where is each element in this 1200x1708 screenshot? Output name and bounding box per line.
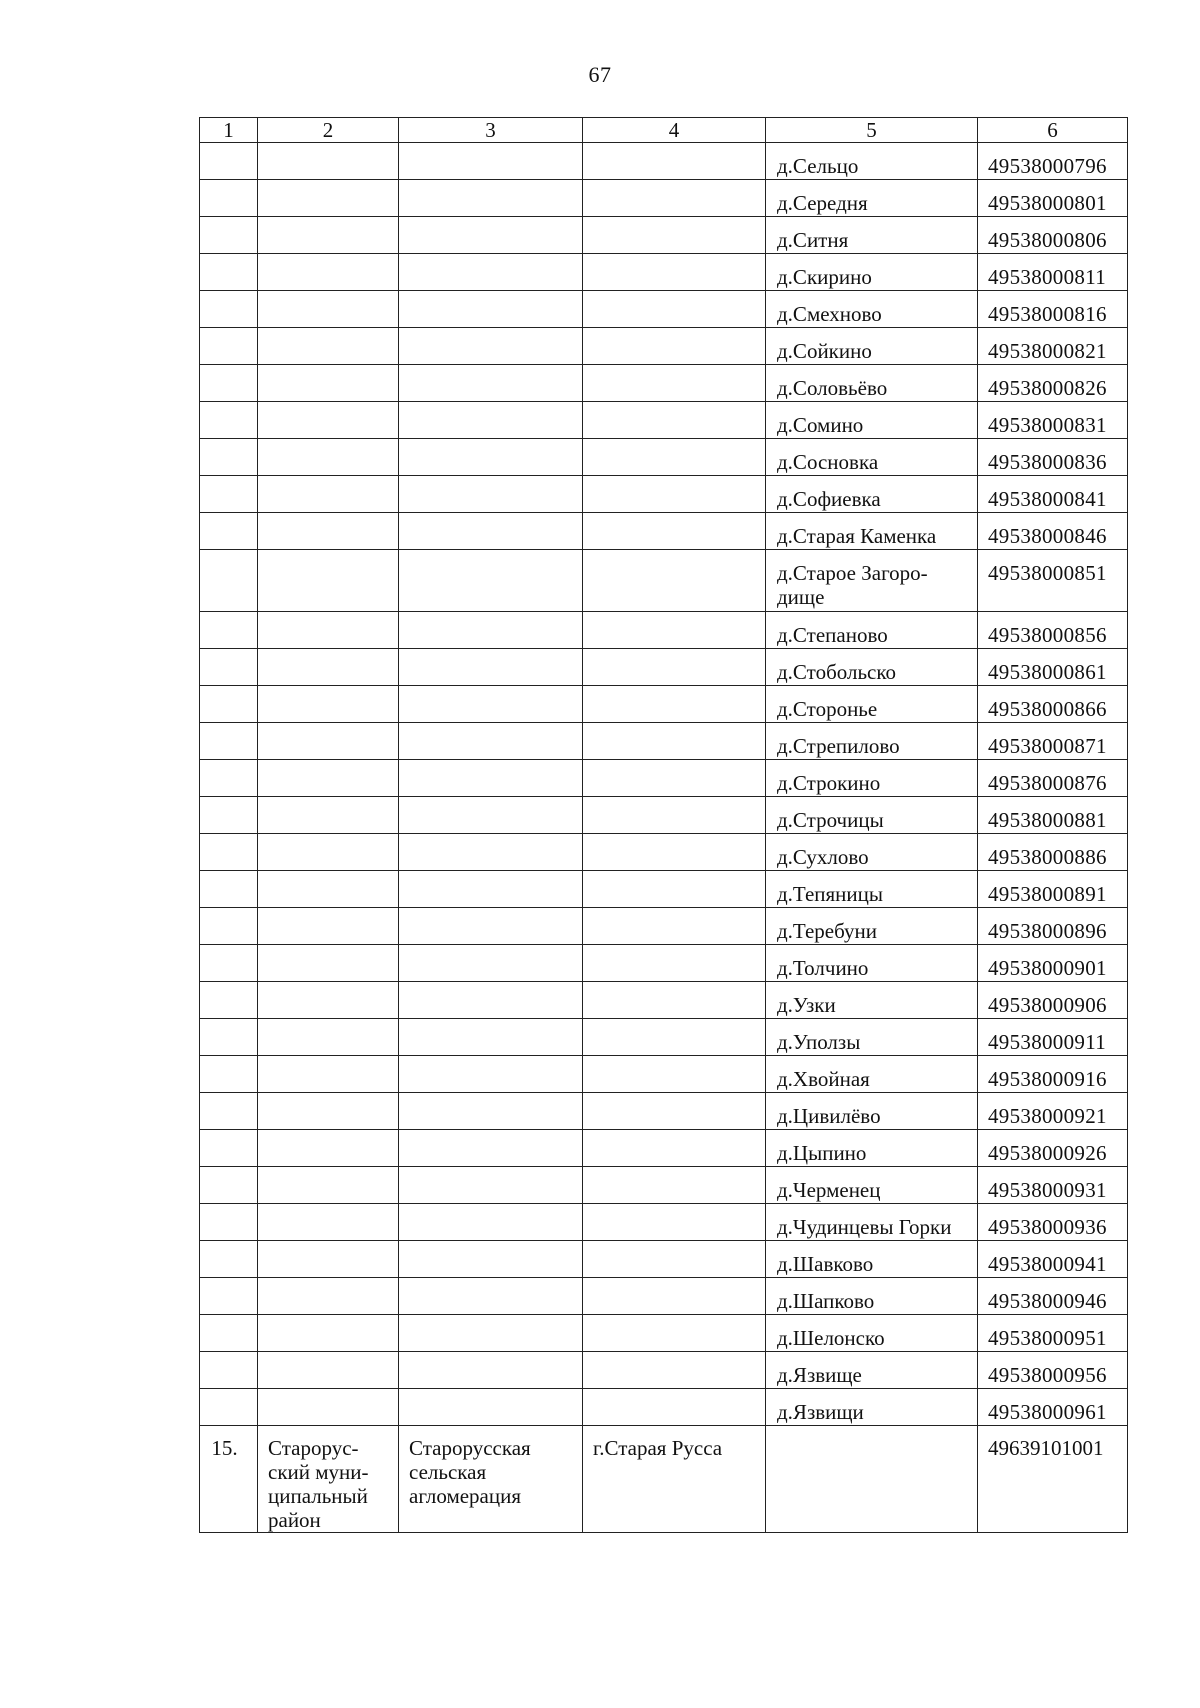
empty-cell (258, 982, 399, 1019)
settlement-name-cell: д.Хвойная (766, 1056, 978, 1093)
settlements-table (199, 117, 1128, 1533)
oktmo-code-cell: 49538000836 (978, 439, 1128, 476)
empty-cell (399, 871, 583, 908)
oktmo-code-cell: 49538000816 (978, 291, 1128, 328)
settlement-name-cell: д.Софиевка (766, 476, 978, 513)
empty-cell (399, 513, 583, 550)
header-cell: 6 (978, 118, 1128, 143)
empty-cell (200, 1352, 258, 1389)
empty-cell (399, 945, 583, 982)
table-row (200, 1241, 1128, 1278)
empty-cell (200, 1278, 258, 1315)
oktmo-code-cell: 49538000936 (978, 1204, 1128, 1241)
empty-cell (583, 439, 766, 476)
empty-cell (200, 1019, 258, 1056)
table-row (200, 797, 1128, 834)
empty-cell (583, 1204, 766, 1241)
empty-cell (583, 1093, 766, 1130)
table-row (200, 254, 1128, 291)
oktmo-code-cell: 49538000811 (978, 254, 1128, 291)
empty-cell (258, 143, 399, 180)
table-row (200, 1130, 1128, 1167)
empty-cell (399, 180, 583, 217)
empty-cell (258, 1315, 399, 1352)
settlement-name-cell: д.Сомино (766, 402, 978, 439)
table-row (200, 291, 1128, 328)
empty-cell (583, 1241, 766, 1278)
empty-cell (583, 1352, 766, 1389)
settlement-name-cell: д.Стобольско (766, 649, 978, 686)
settlement-name-cell: д.Тепяницы (766, 871, 978, 908)
oktmo-code-cell: 49538000961 (978, 1389, 1128, 1426)
empty-cell (200, 1130, 258, 1167)
oktmo-code-cell: 49538000941 (978, 1241, 1128, 1278)
empty-cell (583, 254, 766, 291)
empty-cell (399, 1315, 583, 1352)
empty-cell (258, 402, 399, 439)
empty-cell (258, 550, 399, 612)
settlement-name-cell: д.Середня (766, 180, 978, 217)
settlement-name-cell: д.Смехново (766, 291, 978, 328)
empty-cell (200, 1389, 258, 1426)
empty-cell (200, 797, 258, 834)
empty-cell (258, 945, 399, 982)
settlement-cell (766, 1426, 978, 1533)
empty-cell (399, 550, 583, 612)
table-row (200, 143, 1128, 180)
empty-cell (258, 723, 399, 760)
empty-cell (200, 217, 258, 254)
table-row (200, 1278, 1128, 1315)
empty-cell (258, 180, 399, 217)
empty-cell (583, 328, 766, 365)
empty-cell (200, 982, 258, 1019)
empty-cell (258, 476, 399, 513)
empty-cell (583, 476, 766, 513)
settlement-name-cell: д.Сухлово (766, 834, 978, 871)
table-row (200, 402, 1128, 439)
empty-cell (399, 143, 583, 180)
empty-cell (200, 908, 258, 945)
empty-cell (258, 217, 399, 254)
empty-cell (583, 1130, 766, 1167)
empty-cell (583, 760, 766, 797)
oktmo-code-cell: 49538000931 (978, 1167, 1128, 1204)
empty-cell (200, 1241, 258, 1278)
empty-cell (399, 1167, 583, 1204)
empty-cell (258, 1352, 399, 1389)
empty-cell (200, 723, 258, 760)
empty-cell (583, 217, 766, 254)
empty-cell (583, 797, 766, 834)
table-row (200, 908, 1128, 945)
settlement-name-cell: д.Сторонье (766, 686, 978, 723)
empty-cell (258, 439, 399, 476)
empty-cell (399, 686, 583, 723)
empty-cell (200, 834, 258, 871)
empty-cell (200, 1093, 258, 1130)
table-row (200, 982, 1128, 1019)
oktmo-code-cell: 49538000951 (978, 1315, 1128, 1352)
table-row (200, 760, 1128, 797)
empty-cell (399, 1389, 583, 1426)
oktmo-code-cell: 49538000861 (978, 649, 1128, 686)
oktmo-code-cell: 49639101001 (978, 1426, 1128, 1533)
header-cell: 2 (258, 118, 399, 143)
oktmo-code-cell: 49538000896 (978, 908, 1128, 945)
oktmo-code-cell: 49538000846 (978, 513, 1128, 550)
table-row (200, 1352, 1128, 1389)
oktmo-code-cell: 49538000856 (978, 612, 1128, 649)
empty-cell (200, 649, 258, 686)
empty-cell (583, 982, 766, 1019)
settlement-name-cell: д.Соловьёво (766, 365, 978, 402)
empty-cell (399, 1241, 583, 1278)
settlement-name-cell: д.Узки (766, 982, 978, 1019)
oktmo-code-cell: 49538000821 (978, 328, 1128, 365)
oktmo-code-cell: 49538000946 (978, 1278, 1128, 1315)
table-row (200, 1204, 1128, 1241)
empty-cell (583, 723, 766, 760)
header-cell: 4 (583, 118, 766, 143)
empty-cell (583, 1019, 766, 1056)
empty-cell (258, 871, 399, 908)
empty-cell (399, 1204, 583, 1241)
empty-cell (583, 612, 766, 649)
empty-cell (399, 649, 583, 686)
oktmo-code-cell: 49538000806 (978, 217, 1128, 254)
empty-cell (399, 1130, 583, 1167)
empty-cell (200, 686, 258, 723)
empty-cell (399, 1278, 583, 1315)
settlement-name-cell: д.Степаново (766, 612, 978, 649)
empty-cell (583, 945, 766, 982)
table-row (200, 649, 1128, 686)
header-cell: 1 (200, 118, 258, 143)
empty-cell (399, 982, 583, 1019)
settlement-name-cell: д.Старая Каменка (766, 513, 978, 550)
empty-cell (258, 612, 399, 649)
empty-cell (258, 1241, 399, 1278)
table-row-district (200, 1426, 1128, 1533)
empty-cell (258, 1130, 399, 1167)
settlement-name-cell: д.Шавково (766, 1241, 978, 1278)
empty-cell (200, 612, 258, 649)
empty-cell (399, 760, 583, 797)
table-row (200, 1093, 1128, 1130)
empty-cell (258, 1093, 399, 1130)
empty-cell (258, 1389, 399, 1426)
agglomeration-cell: Старорусская сельская агломерация (399, 1426, 583, 1533)
empty-cell (200, 1315, 258, 1352)
oktmo-code-cell: 49538000906 (978, 982, 1128, 1019)
empty-cell (399, 217, 583, 254)
empty-cell (583, 686, 766, 723)
settlement-name-cell: д.Цивилёво (766, 1093, 978, 1130)
empty-cell (399, 291, 583, 328)
empty-cell (200, 143, 258, 180)
empty-cell (399, 1019, 583, 1056)
empty-cell (258, 686, 399, 723)
empty-cell (200, 871, 258, 908)
empty-cell (583, 365, 766, 402)
empty-cell (258, 908, 399, 945)
empty-cell (583, 871, 766, 908)
empty-cell (258, 328, 399, 365)
empty-cell (200, 291, 258, 328)
oktmo-code-cell: 49538000871 (978, 723, 1128, 760)
empty-cell (258, 760, 399, 797)
empty-cell (399, 797, 583, 834)
oktmo-code-cell: 49538000916 (978, 1056, 1128, 1093)
table-row (200, 612, 1128, 649)
empty-cell (200, 365, 258, 402)
empty-cell (399, 1056, 583, 1093)
table-row (200, 439, 1128, 476)
oktmo-code-cell: 49538000901 (978, 945, 1128, 982)
oktmo-code-cell: 49538000956 (978, 1352, 1128, 1389)
settlement-name-cell: д.Шапково (766, 1278, 978, 1315)
table-row (200, 945, 1128, 982)
empty-cell (258, 1204, 399, 1241)
oktmo-code-cell: 49538000841 (978, 476, 1128, 513)
empty-cell (583, 1278, 766, 1315)
table-row (200, 217, 1128, 254)
empty-cell (200, 476, 258, 513)
empty-cell (583, 143, 766, 180)
table-row (200, 1315, 1128, 1352)
table-row (200, 871, 1128, 908)
empty-cell (583, 649, 766, 686)
empty-cell (200, 550, 258, 612)
empty-cell (399, 723, 583, 760)
empty-cell (583, 1056, 766, 1093)
empty-cell (200, 328, 258, 365)
table-row (200, 1389, 1128, 1426)
settlement-name-cell: д.Сельцо (766, 143, 978, 180)
empty-cell (583, 402, 766, 439)
empty-cell (583, 834, 766, 871)
oktmo-code-cell: 49538000891 (978, 871, 1128, 908)
empty-cell (200, 945, 258, 982)
oktmo-code-cell: 49538000866 (978, 686, 1128, 723)
empty-cell (399, 402, 583, 439)
oktmo-code-cell: 49538000826 (978, 365, 1128, 402)
empty-cell (200, 1167, 258, 1204)
table-row (200, 1056, 1128, 1093)
empty-cell (258, 1278, 399, 1315)
settlement-name-cell: д.Теребуни (766, 908, 978, 945)
settlement-name-cell: д.Чудинцевы Горки (766, 1204, 978, 1241)
empty-cell (399, 1352, 583, 1389)
empty-cell (200, 1056, 258, 1093)
oktmo-code-cell: 49538000831 (978, 402, 1128, 439)
header-cell: 3 (399, 118, 583, 143)
settlement-name-cell: д.Язвищи (766, 1389, 978, 1426)
empty-cell (583, 291, 766, 328)
empty-cell (258, 365, 399, 402)
oktmo-code-cell: 49538000921 (978, 1093, 1128, 1130)
settlement-name-cell: д.Толчино (766, 945, 978, 982)
oktmo-code-cell: 49538000926 (978, 1130, 1128, 1167)
table-row (200, 328, 1128, 365)
empty-cell (583, 550, 766, 612)
table-row (200, 365, 1128, 402)
empty-cell (399, 254, 583, 291)
empty-cell (200, 439, 258, 476)
table-row (200, 723, 1128, 760)
table-row (200, 1167, 1128, 1204)
table-header-row (200, 118, 1128, 143)
empty-cell (258, 1167, 399, 1204)
empty-cell (258, 797, 399, 834)
empty-cell (399, 908, 583, 945)
settlement-name-cell: д.Сосновка (766, 439, 978, 476)
empty-cell (258, 254, 399, 291)
empty-cell (399, 439, 583, 476)
settlement-name-cell: д.Строкино (766, 760, 978, 797)
oktmo-code-cell: 49538000876 (978, 760, 1128, 797)
oktmo-code-cell: 49538000911 (978, 1019, 1128, 1056)
settlement-name-cell: д.Шелонско (766, 1315, 978, 1352)
empty-cell (399, 328, 583, 365)
empty-cell (583, 1315, 766, 1352)
table-row (200, 1019, 1128, 1056)
empty-cell (583, 513, 766, 550)
settlement-name-cell: д.Сойкино (766, 328, 978, 365)
empty-cell (258, 834, 399, 871)
empty-cell (583, 180, 766, 217)
settlement-name-cell: д.Скирино (766, 254, 978, 291)
settlement-name-cell: д.Язвище (766, 1352, 978, 1389)
empty-cell (200, 402, 258, 439)
page-number: 67 (588, 62, 612, 87)
empty-cell (258, 1019, 399, 1056)
empty-cell (200, 1204, 258, 1241)
empty-cell (200, 254, 258, 291)
table-row (200, 513, 1128, 550)
empty-cell (200, 760, 258, 797)
settlement-name-cell: д.Старое Загоро-дище (766, 550, 978, 612)
settlement-name-cell: д.Цыпино (766, 1130, 978, 1167)
empty-cell (258, 291, 399, 328)
header-cell: 5 (766, 118, 978, 143)
settlement-name-cell: д.Уползы (766, 1019, 978, 1056)
table-row (200, 686, 1128, 723)
city-cell: г.Старая Русса (583, 1426, 766, 1533)
oktmo-code-cell: 49538000851 (978, 550, 1128, 612)
settlement-name-cell: д.Черменец (766, 1167, 978, 1204)
oktmo-code-cell: 49538000801 (978, 180, 1128, 217)
empty-cell (200, 513, 258, 550)
table-row (200, 180, 1128, 217)
table-row (200, 834, 1128, 871)
empty-cell (258, 1056, 399, 1093)
oktmo-code-cell: 49538000886 (978, 834, 1128, 871)
empty-cell (583, 1389, 766, 1426)
district-cell: Старорус-ский муни-ципальный район (258, 1426, 399, 1533)
settlement-name-cell: д.Строчицы (766, 797, 978, 834)
oktmo-code-cell: 49538000796 (978, 143, 1128, 180)
table-row (200, 550, 1128, 612)
empty-cell (399, 834, 583, 871)
oktmo-code-cell: 49538000881 (978, 797, 1128, 834)
empty-cell (399, 1093, 583, 1130)
empty-cell (258, 649, 399, 686)
empty-cell (200, 180, 258, 217)
table-row (200, 476, 1128, 513)
empty-cell (258, 513, 399, 550)
empty-cell (399, 612, 583, 649)
settlement-name-cell: д.Ситня (766, 217, 978, 254)
empty-cell (583, 908, 766, 945)
row-number-cell: 15. (200, 1426, 258, 1533)
settlement-name-cell: д.Стрепилово (766, 723, 978, 760)
empty-cell (583, 1167, 766, 1204)
empty-cell (399, 365, 583, 402)
empty-cell (399, 476, 583, 513)
